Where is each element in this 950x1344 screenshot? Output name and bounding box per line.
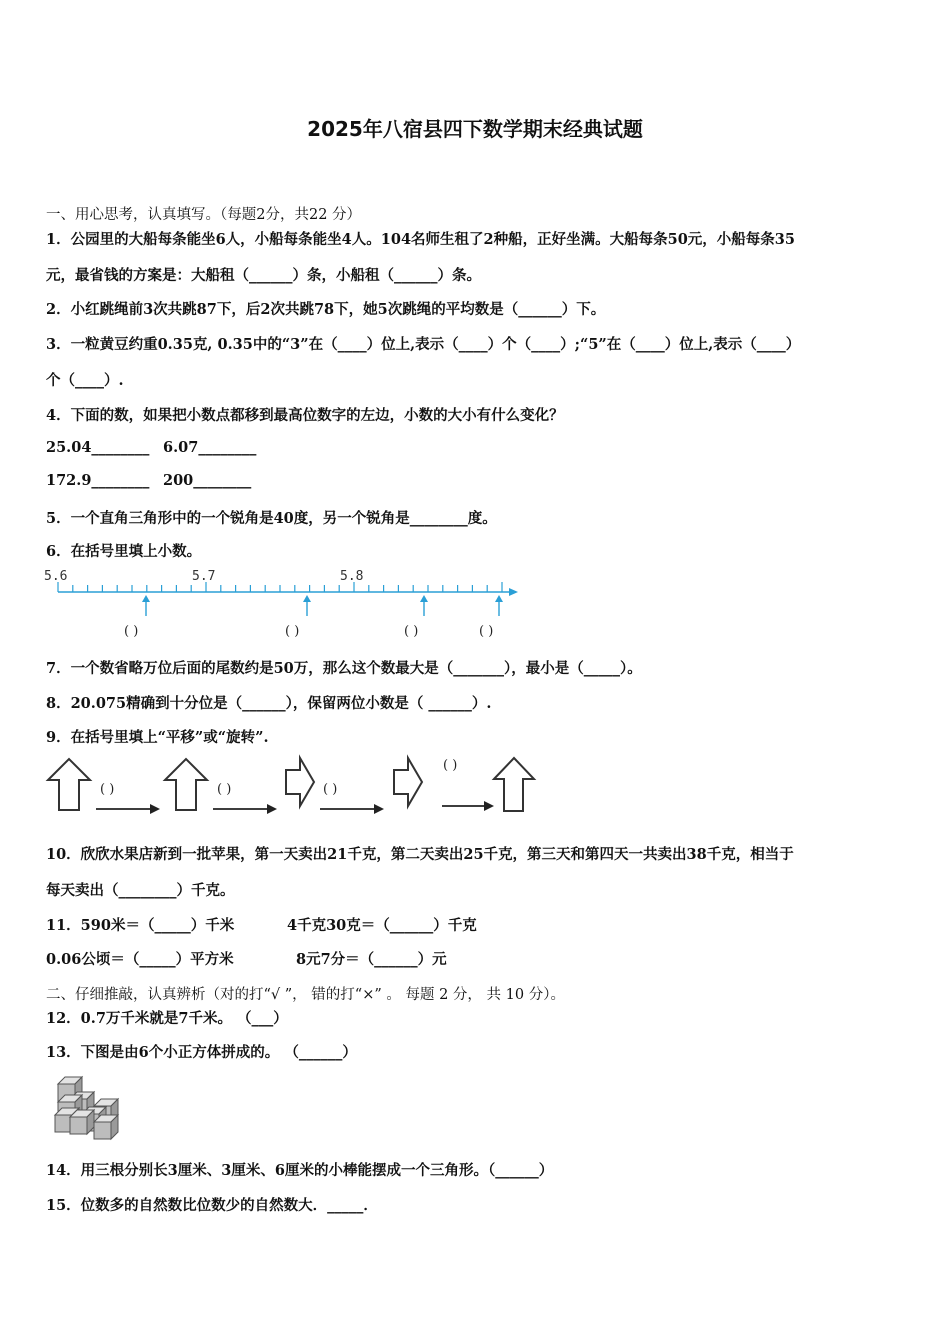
- question-4-row-1: [46, 439, 256, 456]
- number-line-blank-4: ( ): [479, 624, 494, 639]
- question-11-row-1: [46, 914, 477, 935]
- question-4: 4．下面的数，如果把小数点都移到最高位数字的左边，小数的大小有什么变化？: [46, 407, 564, 424]
- number-line-arrowhead: [509, 588, 518, 596]
- arrow-shape-right-2: [394, 758, 422, 806]
- question-6: 6．在括号里填上小数。: [46, 543, 202, 560]
- section-one-heading: 一、用心思考，认真填写。（每题2分，共22 分）: [46, 207, 362, 223]
- number-line-figure: [0, 560, 950, 650]
- question-14: 14．用三根分别长3厘米、3厘米、6厘米的小棒能摆成一个三角形。（______）: [46, 1162, 554, 1179]
- question-10-line-2: 每天卖出（________）千克。: [46, 882, 235, 899]
- question-12: 12．0.7万千米就是7千米。 （___）: [46, 1010, 288, 1027]
- small-cube: [94, 1115, 118, 1139]
- q11-item-3: 0.06公顷＝（_____）平方米: [46, 951, 234, 968]
- number-line-label-5-6: 5.6: [44, 569, 68, 584]
- question-13: 13．下图是由6个小正方体拼成的。 （______）: [46, 1044, 357, 1061]
- question-8: 8．20.075精确到十分位是（______），保留两位小数是（ ______）.: [46, 695, 492, 712]
- q4-item-1: 25.04________: [46, 439, 150, 456]
- question-5: 5．一个直角三角形中的一个锐角是40度，另一个锐角是________度。: [46, 510, 497, 527]
- question-9: 9．在括号里填上“平移”或“旋转”.: [46, 729, 269, 746]
- question-1-line-2: 元，最省钱的方案是：大船租（______）条，小船租（______）条。: [46, 267, 481, 284]
- q4-item-4: 200________: [163, 472, 252, 489]
- question-1-line-1: 1．公园里的大船每条能坐6人，小船每条能坐4人。104名师生租了2种船，正好坐满。大船每条50元，小船每条35: [46, 231, 795, 248]
- number-line-pointer-1: [142, 595, 150, 616]
- question-7: 7．一个数省略万位后面的尾数约是50万，那么这个数最大是（_______），最小是（_____）。: [46, 660, 642, 677]
- question-3-line-1: 3．一粒黄豆约重0.35克, 0.35中的“3”在（____）位上,表示（____）个（____）;“5”在（____）位上,表示（____）: [46, 336, 801, 353]
- question-10-line-1: 10．欣欣水果店新到一批苹果，第一天卖出21千克，第二天卖出25千克，第三天和第四天一共卖出38千克，相当于: [46, 846, 794, 863]
- transformation-blank-3: ( ): [323, 782, 338, 797]
- number-line-blank-3: ( ): [404, 624, 419, 639]
- cubes-figure: [50, 1074, 130, 1142]
- transformation-blank-4: ( ): [443, 758, 458, 773]
- transformation-blank-2: ( ): [217, 782, 232, 797]
- arrow-shape-right-1: [286, 758, 314, 806]
- q11-item-2: 4千克30克＝（______）千克: [287, 917, 477, 934]
- question-15: 15．位数多的自然数比位数少的自然数大．_____．: [46, 1197, 378, 1214]
- arrow-shape-up-1: [48, 759, 90, 810]
- transformation-arrow-3: [320, 804, 384, 814]
- transformation-arrow-2: [213, 804, 277, 814]
- number-line-label-5-7: 5.7: [192, 569, 216, 584]
- number-line-pointer-2: [303, 595, 311, 616]
- question-2: 2．小红跳绳前3次共跳87下，后2次共跳78下，她5次跳绳的平均数是（______）下。: [46, 301, 606, 318]
- q4-item-2: 6.07________: [163, 439, 257, 456]
- number-line-pointer-4: [495, 595, 503, 616]
- question-4-row-2: [46, 472, 251, 489]
- transformation-figure: [0, 748, 950, 823]
- transformation-arrow-1: [96, 804, 160, 814]
- q4-item-3: 172.9________: [46, 472, 150, 489]
- q11-item-4: 8元7分＝（______）元: [296, 951, 447, 968]
- number-line-ticks: [58, 582, 502, 592]
- number-line-blank-1: ( ): [124, 624, 139, 639]
- number-line-pointer-3: [420, 595, 428, 616]
- question-3-line-2: 个（____）.: [46, 372, 124, 389]
- transformation-blank-1: ( ): [100, 782, 115, 797]
- question-11-row-2: [46, 948, 447, 969]
- number-line-blank-2: ( ): [285, 624, 300, 639]
- small-cube: [70, 1110, 94, 1134]
- transformation-arrow-4: [442, 801, 494, 811]
- section-two-heading: 二、仔细推敲，认真辨析（对的打“√ ”， 错的打“×” 。 每题 2 分， 共 10 分）。: [46, 987, 565, 1003]
- arrow-shape-up-3: [494, 758, 534, 811]
- q11-item-1: 11．590米＝（_____）千米: [46, 917, 235, 934]
- number-line-label-5-8: 5.8: [340, 569, 364, 584]
- arrow-shape-up-2: [165, 759, 207, 810]
- page-title: 2025年八宿县四下数学期末经典试题: [307, 117, 643, 141]
